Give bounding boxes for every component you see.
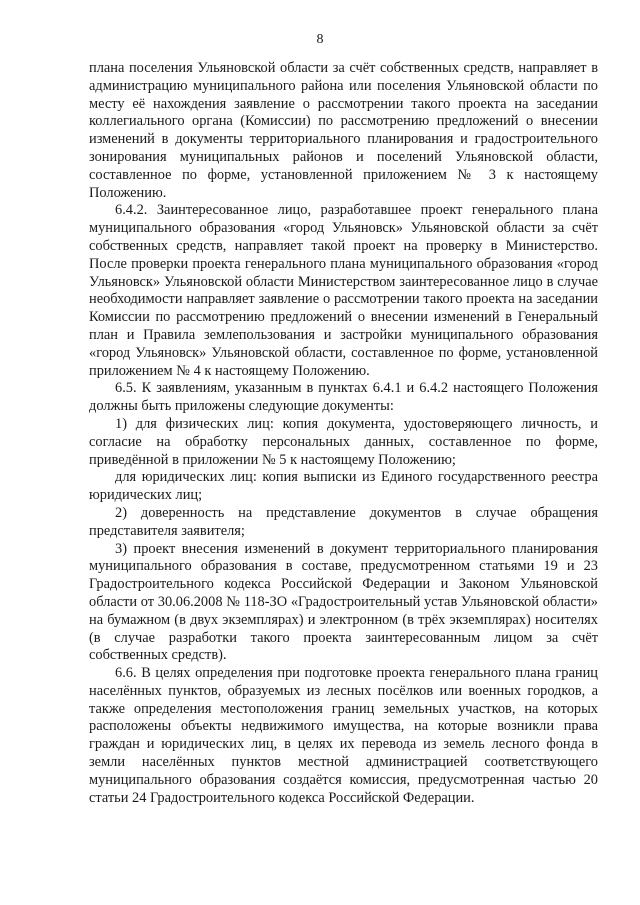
page-number: 8: [316, 32, 324, 47]
list-item-3-draft-amendments: 3) проект внесения изменений в документ территориального планирования муниципального образования в составе, предусмотренном статьями 19 и 23 Градостроительного кодекса Российской Федерации и Законом Ульяновской области от 30.06.2008 № 118-ЗО «Градостроительный устав Ульяновской области» на бумажном (в двух экземплярах) и электронном (в трёх экземплярах) носителях (в случае разработки такого проекта заинтересованным лицом за счёт собственных средств).: [89, 540, 598, 664]
list-item-1-individuals: 1) для физических лиц: копия документа, удостоверяющего личность, и согласие на обработку персональных данных, составленное по форме, приведённой в приложении № 5 к настоящему Положению;: [89, 415, 598, 468]
list-item-1-legal-entities: для юридических лиц: копия выписки из Единого государственного реестра юридических лиц;: [89, 469, 598, 504]
paragraph-6-5: 6.5. К заявлениям, указанным в пунктах 6.4.1 и 6.4.2 настоящего Положения должны быть приложены следующие документы:: [89, 380, 598, 415]
list-item-2-power-of-attorney: 2) доверенность на представление документов в случае обращения представителя заявителя;: [89, 504, 598, 539]
paragraph-6-6: 6.6. В целях определения при подготовке проекта генерального плана границ населённых пунктов, образуемых из лесных посёлков или военных городков, а также определения местоположения границ земельных участков, на которых расположены объекты недвижимого имущества, на которые возникли права граждан и юридических лиц, в целях их перевода из земель лесного фонда в земли населённых пунктов местной администрацией соответствующего муниципального образования создаётся комиссия, предусмотренная частью 20 статьи 24 Градостроительного кодекса Российской Федерации.: [89, 665, 598, 806]
document-body: [89, 60, 598, 807]
paragraph-continuation: плана поселения Ульяновской области за счёт собственных средств, направляет в администрацию муниципального района или поселения Ульяновской области по месту её нахождения заявление о рассмотрении такого проекта на заседании коллегиального органа (Комиссии) по рассмотрению предложений о внесении изменений в документы территориального планирования и градостроительного зонирования муниципальных районов и поселений Ульяновской области, составленное по форме, установленной приложением № 3 к настоящему Положению.: [89, 60, 598, 201]
paragraph-6-4-2: 6.4.2. Заинтересованное лицо, разработавшее проект генерального плана муниципального образования «город Ульяновск» Ульяновской области за счёт собственных средств, направляет такой проект на проверку в Министерство. После проверки проекта генерального плана муниципального образования «город Ульяновск» Ульяновской области Министерством заинтересованное лицо в случае необходимости направляет заявление о рассмотрении такого проекта на заседании Комиссии по рассмотрению предложений о внесении изменений в Генеральный план и Правила землепользования и застройки муниципального образования «город Ульяновск» Ульяновской области, составленное по форме, установленной приложением № 4 к настоящему Положению.: [89, 202, 598, 379]
